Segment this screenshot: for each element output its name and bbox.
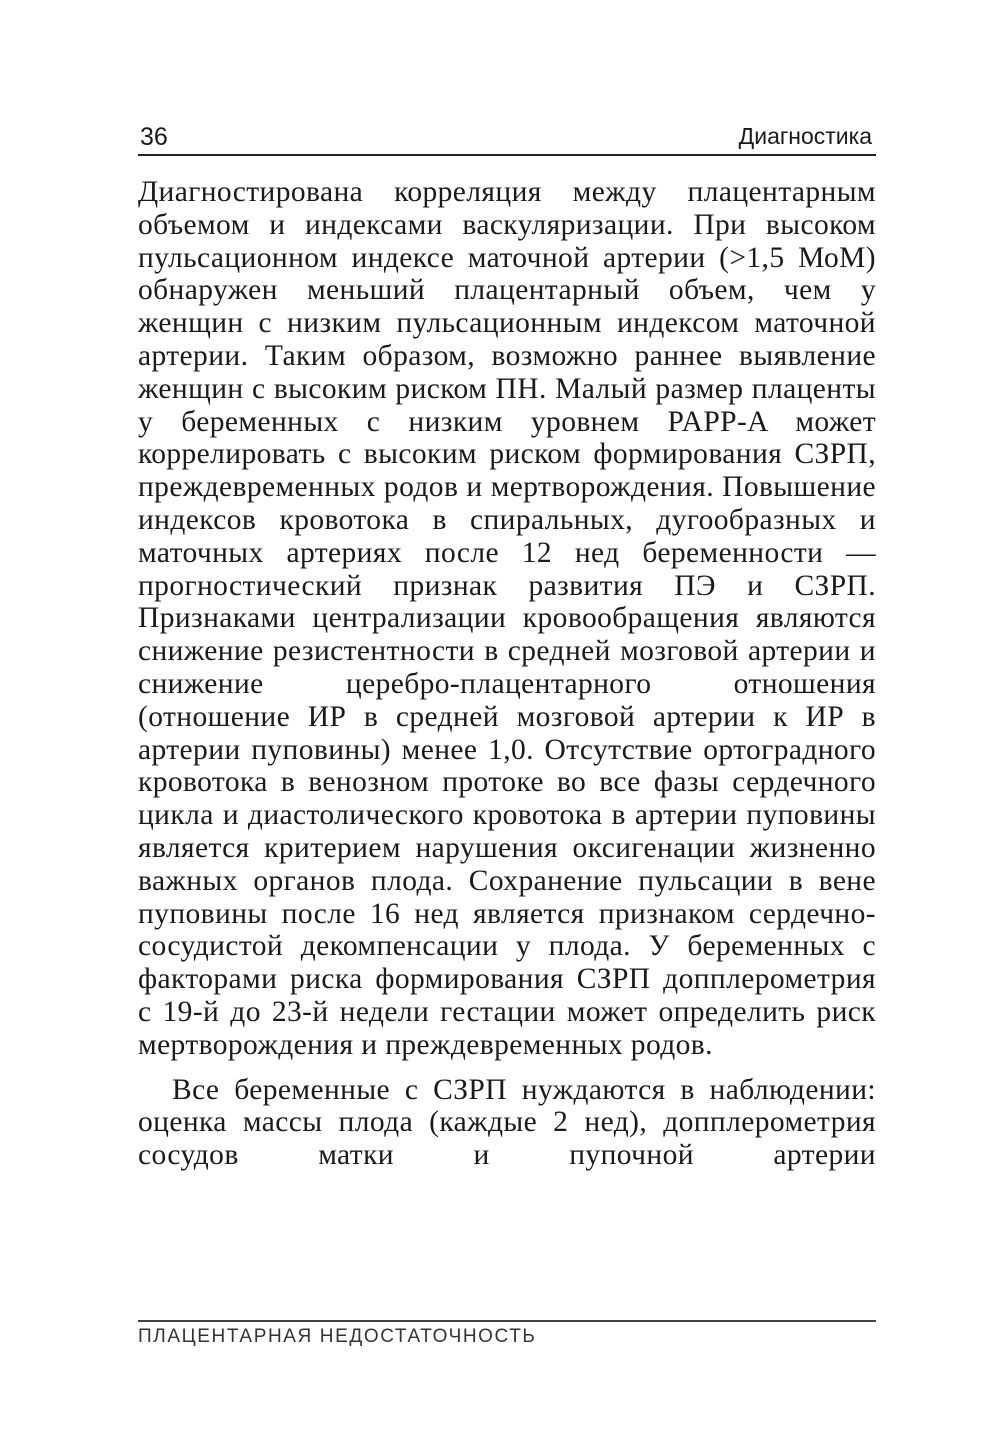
book-page	[138, 0, 876, 1452]
body-text	[138, 176, 876, 1172]
page-number: 36	[140, 123, 168, 151]
running-footer	[138, 1320, 876, 1348]
paragraph: Диагностирована корреляция между плацентарным объемом и индексами васкуляризации. При высоком пульсационном индексе маточной артерии (>1,5 МоМ) обнаружен меньший плацентарный объем, чем у женщин с низким пульсационным индексом маточной артерии. Таким образом, возможно раннее выявление женщин с высоким риском ПН. Малый размер плаценты у беременных с низким уровнем PAPP-A может коррелировать с высоким риском формирования СЗРП, преждевременных родов и мертворождения. Повышение индексов кровотока в спиральных, дугообразных и маточных артериях после 12 нед беременности — прогностический признак развития ПЭ и СЗРП. Признаками централизации кровообращения являются снижение резистентности в средней мозговой артерии и снижение церебро-плацентарного отношения (отношение ИР в средней мозговой артерии к ИР в артерии пуповины) менее 1,0. Отсутствие ортоградного кровотока в венозном протоке во все фазы сердечного цикла и диастолического кровотока в артерии пуповины является критерием нарушения оксигенации жизненно важных органов плода. Сохранение пульсации в вене пуповины после 16 нед является признаком сердечно-сосудистой декомпенсации у плода. У беременных с факторами риска формирования СЗРП допплерометрия с 19-й до 23-й недели гестации может определить риск мертворождения и преждевременных родов.	[138, 176, 876, 1061]
book-title: ПЛАЦЕНТАРНАЯ НЕДОСТАТОЧНОСТЬ	[138, 1326, 537, 1347]
section-title: Диагностика	[738, 123, 872, 149]
paragraph: Все беременные с СЗРП нуждаются в наблюдении: оценка массы плода (каждые 2 нед), допплерометрия сосудов матки и пупочной артерии	[138, 1073, 876, 1172]
running-head	[138, 118, 876, 156]
